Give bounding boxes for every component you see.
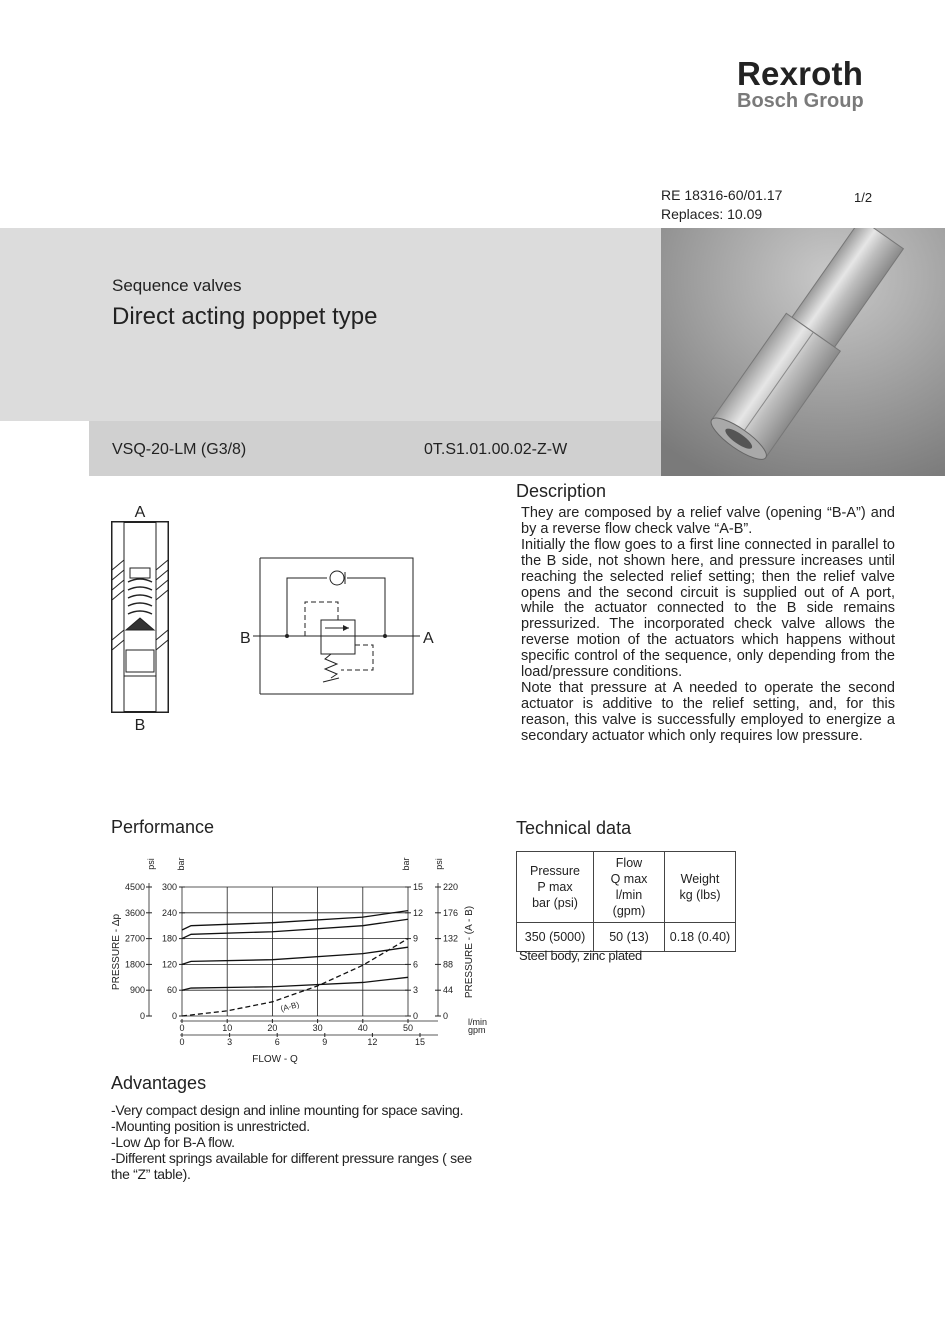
tick-label-x-lmin: 50 bbox=[402, 1023, 414, 1033]
y-axis-label-left: PRESSURE - Δp bbox=[111, 913, 122, 991]
product-title: Direct acting poppet type bbox=[112, 303, 378, 330]
tick-label-psi-right: 132 bbox=[443, 933, 459, 944]
tick-label-bar-right: 15 bbox=[413, 882, 424, 892]
tick-label-psi-left: 1800 bbox=[124, 959, 145, 970]
series-line bbox=[182, 919, 408, 938]
description-paragraph: They are composed by a relief valve (opening “B-A”) and by a reverse flow check valve “A-B”. bbox=[521, 505, 895, 537]
tick-label-x-gpm: 15 bbox=[414, 1037, 426, 1047]
table-cell-pressure: 350 (5000) bbox=[517, 923, 594, 952]
y-unit-psi-right: psi bbox=[434, 858, 444, 870]
brand-logo: Rexroth bbox=[737, 55, 864, 92]
performance-heading: Performance bbox=[111, 817, 215, 837]
tick-label-x-gpm: 0 bbox=[179, 1037, 185, 1047]
tick-label-x-lmin: 0 bbox=[179, 1023, 185, 1033]
tick-label-psi-right: 176 bbox=[443, 907, 459, 918]
advantage-item: -Mounting position is unrestricted. bbox=[111, 1118, 310, 1134]
y-unit-bar-left: bar bbox=[176, 857, 186, 871]
tick-label-bar-left: 300 bbox=[161, 882, 177, 892]
tick-label-bar-right: 6 bbox=[413, 959, 419, 970]
tick-label-x-gpm: 12 bbox=[367, 1037, 378, 1047]
tick-label-psi-right: 220 bbox=[443, 882, 459, 892]
section-label-a: A bbox=[134, 504, 146, 521]
product-category: Sequence valves bbox=[112, 276, 242, 295]
tick-label-bar-right: 0 bbox=[413, 1011, 419, 1021]
performance-chart bbox=[105, 850, 500, 1070]
valve-section-drawing bbox=[100, 500, 180, 740]
material-note: Steel body, zinc plated bbox=[519, 948, 642, 963]
tick-label-x-lmin: 20 bbox=[267, 1023, 278, 1033]
model-code: VSQ-20-LM (G3/8) bbox=[112, 441, 247, 458]
description-paragraph: Note that pressure at A needed to operate the second actuator is additive to the relief setting, and, for this reason, this valve is successfully employed to energize a secondary actuator which only requires low pressure. bbox=[521, 679, 895, 744]
tick-label-bar-left: 120 bbox=[161, 959, 177, 970]
y-axis-label-right: PRESSURE - (A - B) bbox=[464, 905, 475, 999]
tick-label-psi-right: 88 bbox=[443, 959, 454, 970]
x-unit-lmin: l/min bbox=[468, 1017, 488, 1027]
tick-label-bar-left: 240 bbox=[161, 907, 177, 918]
x-axis-label: FLOW - Q bbox=[252, 1054, 298, 1065]
series-line bbox=[182, 911, 408, 930]
tick-label-x-gpm: 6 bbox=[274, 1037, 280, 1047]
tick-label-bar-right: 9 bbox=[413, 933, 419, 944]
description-paragraph: Initially the flow goes to a first line connected in parallel to the B side, not shown here, and pressure increases until reaching the selected relief setting; then the relief valve opens and the second circuit is supplied out of A port, while the actuator connected to the B side remains pressurized. The incorporated check valve allows the reverse motion of the actuators which happens without specific control of the sequence, only depending from the load/pressure conditions. bbox=[521, 536, 895, 681]
hydraulic-symbol bbox=[235, 550, 445, 700]
brand-sub: Bosch Group bbox=[737, 90, 864, 112]
table-header-weight: Weight kg (lbs) bbox=[665, 852, 736, 923]
symbol-label-b: B bbox=[240, 630, 251, 647]
y-unit-psi-left: psi bbox=[146, 858, 156, 870]
advantages-list bbox=[111, 1102, 491, 1182]
doc-reference bbox=[661, 186, 782, 224]
tick-label-psi-right: 44 bbox=[443, 985, 454, 996]
tick-label-psi-left: 2700 bbox=[124, 933, 145, 944]
tick-label-psi-right: 0 bbox=[443, 1011, 449, 1021]
series-line bbox=[182, 977, 408, 990]
symbol-label-a: A bbox=[423, 630, 434, 647]
page-number: 1/2 bbox=[854, 190, 873, 205]
technical-data-table bbox=[516, 851, 736, 952]
advantage-item: -Very compact design and inline mounting for space saving. bbox=[111, 1102, 464, 1118]
table-header-pressure: Pressure P max bar (psi) bbox=[517, 852, 594, 923]
tick-label-psi-left: 4500 bbox=[124, 882, 145, 892]
tick-label-bar-left: 0 bbox=[171, 1011, 177, 1021]
tick-label-x-lmin: 10 bbox=[222, 1023, 233, 1033]
advantage-item: -Different springs available for different pressure ranges ( see the “Z” table). bbox=[111, 1150, 472, 1182]
product-photo bbox=[661, 228, 945, 476]
chart-annotation: (A-B) bbox=[279, 1000, 301, 1014]
tick-label-psi-left: 0 bbox=[139, 1011, 145, 1021]
replaces-note: Replaces: 10.09 bbox=[661, 206, 763, 222]
description-text bbox=[521, 506, 895, 745]
tick-label-x-lmin: 30 bbox=[312, 1023, 323, 1033]
description-heading: Description bbox=[516, 481, 607, 501]
tick-label-bar-left: 180 bbox=[161, 933, 177, 944]
x-unit-gpm: gpm bbox=[468, 1025, 486, 1035]
table-header-flow: Flow Q max l/min (gpm) bbox=[594, 852, 665, 923]
tick-label-x-lmin: 40 bbox=[357, 1023, 368, 1033]
order-code: 0T.S1.01.00.02-Z-W bbox=[424, 441, 568, 458]
series-line bbox=[182, 947, 408, 964]
tick-label-x-gpm: 9 bbox=[322, 1037, 328, 1047]
doc-number: RE 18316-60/01.17 bbox=[661, 187, 783, 203]
advantages-heading: Advantages bbox=[111, 1073, 207, 1093]
tick-label-bar-left: 60 bbox=[166, 985, 177, 996]
advantage-item: -Low Δp for B-A flow. bbox=[111, 1134, 235, 1150]
section-label-b: B bbox=[134, 717, 146, 734]
table-cell-weight: 0.18 (0.40) bbox=[665, 923, 736, 952]
table-cell-flow: 50 (13) bbox=[594, 923, 665, 952]
tick-label-x-gpm: 3 bbox=[227, 1037, 233, 1047]
tick-label-bar-right: 12 bbox=[413, 907, 424, 918]
valve-photo-illustration bbox=[661, 228, 945, 476]
tick-label-psi-left: 900 bbox=[129, 985, 145, 996]
tick-label-psi-left: 3600 bbox=[124, 907, 145, 918]
tick-label-bar-right: 3 bbox=[413, 985, 419, 996]
technical-data-heading: Technical data bbox=[516, 818, 632, 838]
y-unit-bar-right: bar bbox=[401, 857, 411, 871]
